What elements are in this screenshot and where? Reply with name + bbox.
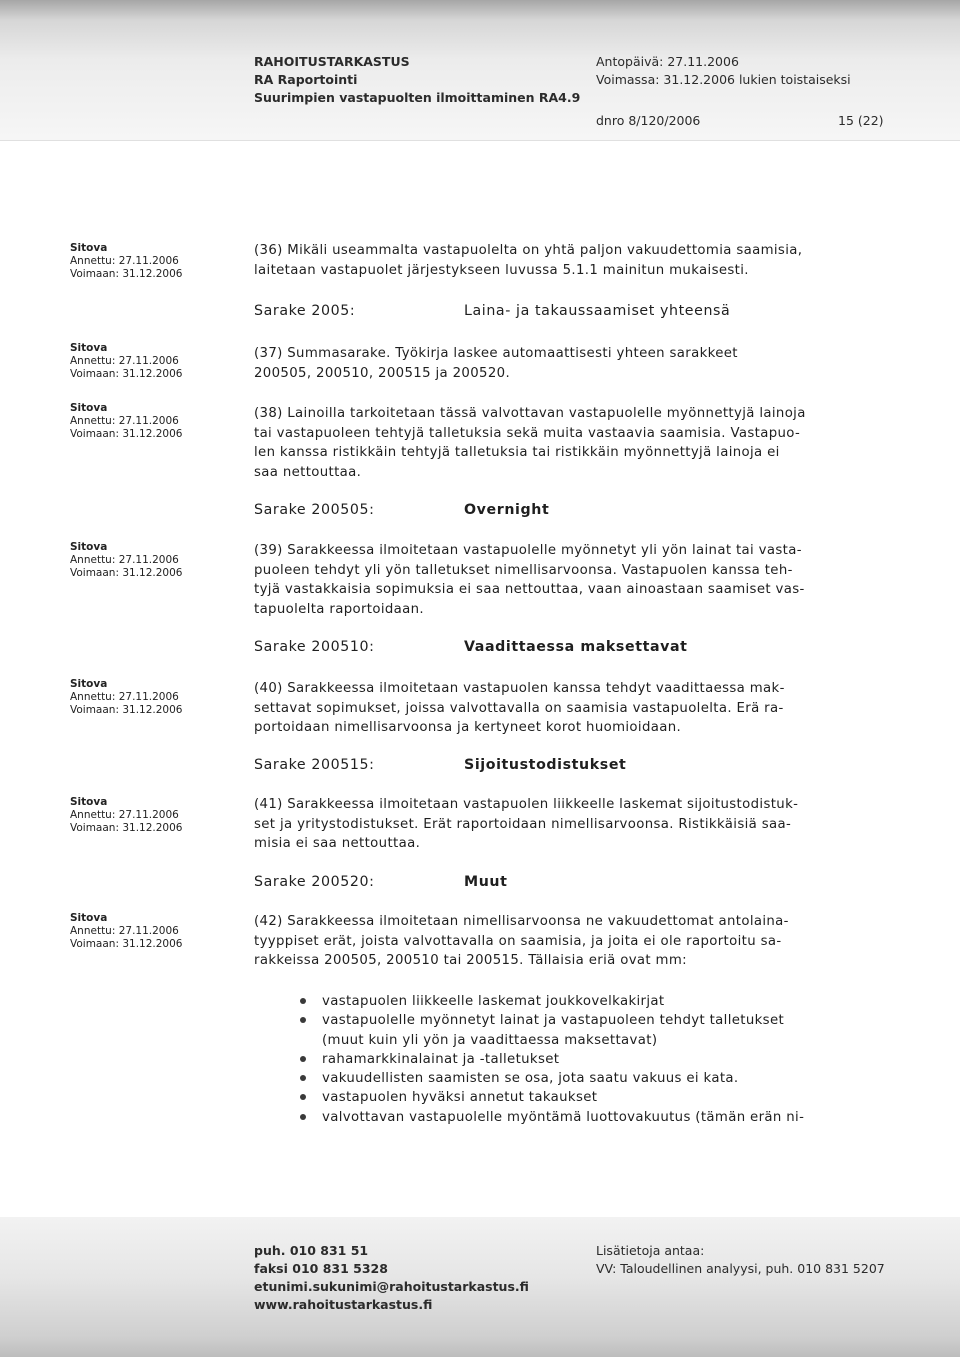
page-number: 15 (22) xyxy=(838,113,884,128)
list-item-text: valvottavan vastapuolelle myöntämä luottovakuutus (tämän erän ni- xyxy=(322,1109,805,1125)
footer-fax: faksi 010 831 5328 xyxy=(254,1261,388,1276)
sarake-label: Sarake 200510: xyxy=(254,639,375,655)
list-item xyxy=(300,992,922,1011)
effective-date: Voimaan: 31.12.2006 xyxy=(70,368,183,380)
meta-block xyxy=(70,796,182,835)
bullet-icon xyxy=(300,1114,306,1120)
footer-website[interactable]: www.rahoitustarkastus.fi xyxy=(254,1297,433,1312)
binding-label: Sitova xyxy=(70,342,108,354)
footer-info-label: Lisätietoja antaa: xyxy=(596,1243,705,1258)
bullet-icon xyxy=(300,1075,306,1081)
given-date: Annettu: 27.11.2006 xyxy=(70,554,179,566)
section-name: RA Raportointi xyxy=(254,72,358,87)
org-name: RAHOITUSTARKASTUS xyxy=(254,54,410,69)
meta-block xyxy=(70,912,182,951)
bullet-icon xyxy=(300,1017,306,1023)
sarake-title: Laina- ja takaussaamiset yhteensä xyxy=(464,303,731,319)
binding-label: Sitova xyxy=(70,796,108,808)
effective-date: Voimaan: 31.12.2006 xyxy=(70,268,183,280)
effective-date: Voimaan: 31.12.2006 xyxy=(70,822,183,834)
given-date: Annettu: 27.11.2006 xyxy=(70,415,179,427)
sarake-title: Sijoitustodistukset xyxy=(464,757,627,773)
footer-email[interactable]: etunimi.sukunimi@rahoitustarkastus.fi xyxy=(254,1279,529,1294)
given-date: Annettu: 27.11.2006 xyxy=(70,255,179,267)
effective-date: Voimaan: 31.12.2006 xyxy=(70,428,183,440)
list-item xyxy=(300,1011,922,1050)
binding-label: Sitova xyxy=(70,912,108,924)
meta-block xyxy=(70,541,182,580)
effective-date: Voimaan: 31.12.2006 xyxy=(70,938,183,950)
meta-block xyxy=(70,678,182,717)
meta-block xyxy=(70,342,182,381)
footer-phone: puh. 010 831 51 xyxy=(254,1243,369,1258)
given-date: Annettu: 27.11.2006 xyxy=(70,691,179,703)
effective-date: Voimaan: 31.12.2006 xyxy=(70,704,183,716)
valid-date: Voimassa: 31.12.2006 lukien toistaiseksi xyxy=(596,72,851,87)
list-item xyxy=(300,1108,922,1127)
list-item xyxy=(300,1069,922,1088)
paragraph-42: (42) Sarakkeessa ilmoitetaan nimellisarvoonsa ne vakuudettomat antolaina- tyyppiset erät, joista valvottavalla on saamisia, ja joita ei ole raportoitu sa- rakkeissa 200505, 200510 tai 200515. Tällaisia eriä ovat mm: xyxy=(254,914,789,968)
list-item-text: vastapuolen liikkeelle laskemat joukkovelkakirjat xyxy=(322,994,665,1009)
list-item xyxy=(300,1050,922,1069)
paragraph-36: (36) Mikäli useammalta vastapuolelta on yhtä paljon vakuudettomia saamisia, laitetaan vastapuolet järjestykseen luvussa 5.1.1 mainitun mukaisesti. xyxy=(254,243,803,278)
bullet-icon xyxy=(300,1094,306,1100)
binding-label: Sitova xyxy=(70,541,108,553)
bullet-icon xyxy=(300,1056,306,1062)
page-header xyxy=(0,0,960,141)
list-item-text: vakuudellisten saamisten se osa, jota saatu vakuus ei kata. xyxy=(322,1071,739,1087)
paragraph-41: (41) Sarakkeessa ilmoitetaan vastapuolen liikkeelle laskemat sijoitustodistuk- set ja yritystodistukset. Erät raportoidaan nimellisarvoonsa. Ristikkäisiä saa- misia ei saa nettouttaa. xyxy=(254,797,799,851)
subsection-name: Suurimpien vastapuolten ilmoittaminen RA4.9 xyxy=(254,90,581,105)
paragraph-39: (39) Sarakkeessa ilmoitetaan vastapuolelle myönnetyt yli yön lainat tai vasta- puoleen tehdyt yli yön talletukset nimellisarvoonsa. Vastapuolen kanssa teh- tyjä vastakkaisia sopimuksia ei saa nettouttaa, vaan ainoastaan saamiset vas- tapuolelta raportoidaan. xyxy=(254,543,805,617)
list-item xyxy=(300,1088,922,1107)
paragraph-38: (38) Lainoilla tarkoitetaan tässä valvottavan vastapuolelle myönnettyjä lainoja tai vastapuoleen tehtyjä talletuksia sekä muita vastaavia saamisia. Vastapuo- len kanssa ristikkäin tehtyjä talletuksia tai ristikkäin myönnettyjä lainoja ei saa nettouttaa. xyxy=(254,406,806,480)
sarake-label: Sarake 200515: xyxy=(254,757,375,773)
sarake-title: Vaadittaessa maksettavat xyxy=(464,639,688,655)
bullet-list xyxy=(300,992,922,1127)
page-footer xyxy=(0,1217,960,1357)
given-date: Annettu: 27.11.2006 xyxy=(70,809,179,821)
paragraph-40: (40) Sarakkeessa ilmoitetaan vastapuolen kanssa tehdyt vaadittaessa mak- settavat sopimukset, joissa valvottavalla on saamisia vastapuolelta. Erä ra- portoidaan nimellisarvoonsa ja kertyneet korot huomioidaan. xyxy=(254,681,785,735)
document-number: dnro 8/120/2006 xyxy=(596,113,701,128)
sarake-title: Overnight xyxy=(464,502,550,518)
footer-info-contact: VV: Taloudellinen analyysi, puh. 010 831 5207 xyxy=(596,1261,885,1276)
sarake-label: Sarake 2005: xyxy=(254,303,356,319)
effective-date: Voimaan: 31.12.2006 xyxy=(70,567,183,579)
bullet-icon xyxy=(300,998,306,1004)
given-date: Annettu: 27.11.2006 xyxy=(70,355,179,367)
sarake-label: Sarake 200505: xyxy=(254,502,375,518)
list-item-text: rahamarkkinalainat ja -talletukset xyxy=(322,1051,560,1067)
list-item-text: vastapuolen hyväksi annetut takaukset xyxy=(322,1090,598,1106)
sarake-title: Muut xyxy=(464,874,508,890)
paragraph-37: (37) Summasarake. Työkirja laskee automaattisesti yhteen sarakkeet 200505, 200510, 200515 ja 200520. xyxy=(254,346,738,381)
binding-label: Sitova xyxy=(70,402,108,414)
meta-block xyxy=(70,402,182,441)
list-item-text: vastapuolelle myönnetyt lainat ja vastapuoleen tehdyt talletukset (muut kuin yli yön ja vaadittaessa maksettavat) xyxy=(322,1013,785,1048)
issued-date: Antopäivä: 27.11.2006 xyxy=(596,54,739,69)
binding-label: Sitova xyxy=(70,678,108,690)
meta-block xyxy=(70,242,182,281)
sarake-label: Sarake 200520: xyxy=(254,874,375,890)
binding-label: Sitova xyxy=(70,242,108,254)
given-date: Annettu: 27.11.2006 xyxy=(70,925,179,937)
